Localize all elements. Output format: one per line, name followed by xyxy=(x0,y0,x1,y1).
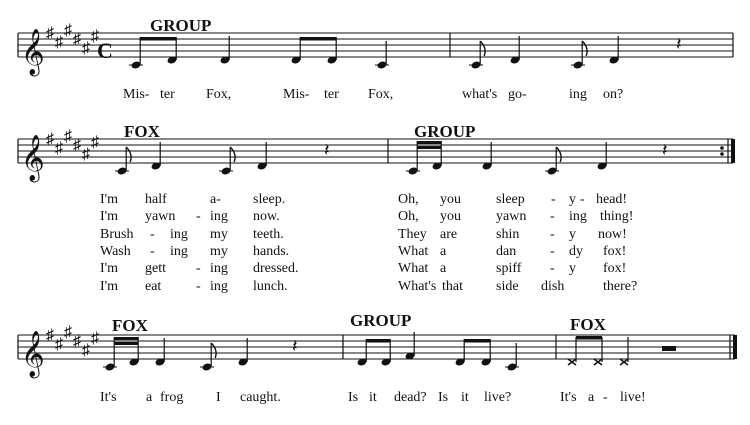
sharp-icon: ♯ xyxy=(91,330,99,347)
half-rest xyxy=(662,346,676,351)
lyric-verse-2: thing! xyxy=(600,209,634,224)
beam xyxy=(300,37,336,41)
quarter-rest-icon: 𝄽 xyxy=(662,140,668,160)
beam xyxy=(366,339,390,343)
lyric-verse-3: y xyxy=(569,227,576,242)
lyric-verse-1: sleep. xyxy=(253,192,286,207)
lyric-line-3: dead? xyxy=(394,390,427,405)
lyric-verse-1: I'm xyxy=(100,192,119,207)
sharp-icon: ♯ xyxy=(46,25,54,42)
lyric-verse-1: half xyxy=(145,192,167,207)
time-signature: C xyxy=(97,38,113,63)
lyric-line-1: Fox, xyxy=(206,87,232,102)
lyric-verse-4: dy xyxy=(569,244,583,259)
sharp-icon: ♯ xyxy=(46,327,54,344)
lyric-line-3: I xyxy=(216,390,221,405)
lyric-verse-3: - xyxy=(550,227,555,242)
lyric-verse-3: ing xyxy=(170,227,188,242)
lyric-verse-5: dressed. xyxy=(253,261,299,276)
lyric-verse-4: hands. xyxy=(253,244,290,259)
lyric-verse-3: - xyxy=(150,227,155,242)
sharp-icon: ♯ xyxy=(82,146,90,163)
lyric-verse-6: that xyxy=(442,279,463,294)
lyric-verse-1: - xyxy=(551,192,556,207)
flag xyxy=(230,147,235,162)
lyric-verse-5: - xyxy=(550,261,555,276)
lyric-verse-5: What xyxy=(398,261,429,276)
repeat-dot xyxy=(720,152,724,156)
role-label-group-3: GROUP xyxy=(350,311,412,330)
sharp-icon: ♯ xyxy=(73,137,81,154)
beam xyxy=(140,37,176,41)
lyric-verse-4: fox! xyxy=(603,244,627,259)
lyric-verse-1: a- xyxy=(210,192,221,207)
sharp-icon: ♯ xyxy=(91,28,99,45)
lyric-line-1: ing xyxy=(569,87,587,102)
sharp-icon: ♯ xyxy=(46,131,54,148)
lyric-line-3: it xyxy=(369,390,377,405)
quarter-rest-icon: 𝄽 xyxy=(292,336,298,356)
lyric-verse-5: a xyxy=(440,261,447,276)
lyric-line-3: live? xyxy=(484,390,512,405)
sharp-icon: ♯ xyxy=(55,140,63,157)
lyric-verse-5: y xyxy=(569,261,576,276)
sharp-icon: ♯ xyxy=(91,134,99,151)
lyric-line-3: frog xyxy=(160,390,184,405)
lyric-verse-3: They xyxy=(398,227,427,242)
role-label-fox-3b: FOX xyxy=(570,315,606,334)
lyric-verse-5: - xyxy=(196,261,201,276)
lyric-verse-5: fox! xyxy=(603,261,627,276)
lyric-verse-4: - xyxy=(550,244,555,259)
lyric-verse-2: - xyxy=(196,209,201,224)
lyric-verse-2: ing xyxy=(569,209,587,224)
lyric-verse-2: Oh, xyxy=(398,209,419,224)
lyric-verse-6: lunch. xyxy=(253,279,288,294)
lyric-verse-1: - xyxy=(580,192,585,207)
lyric-verse-4: ing xyxy=(170,244,188,259)
flag xyxy=(480,41,485,56)
sharp-icon: ♯ xyxy=(73,333,81,350)
lyric-line-3: live! xyxy=(620,390,646,405)
lyric-verse-6: dish xyxy=(541,279,565,294)
lyric-verse-4: - xyxy=(150,244,155,259)
beam xyxy=(417,141,441,144)
lyric-verse-1: sleep xyxy=(496,192,525,207)
role-label-fox-2: FOX xyxy=(124,122,160,141)
lyric-verse-3: Brush xyxy=(100,227,134,242)
lyric-line-1: go- xyxy=(508,87,527,102)
treble-clef-icon: 𝄞 xyxy=(21,135,45,180)
lyric-verse-2: yawn xyxy=(145,209,176,224)
lyric-line-3: Is xyxy=(348,390,359,405)
sharp-icon: ♯ xyxy=(64,22,72,39)
lyric-verse-4: dan xyxy=(496,244,517,259)
lyric-verse-1: Oh, xyxy=(398,192,419,207)
lyric-verse-6: side xyxy=(496,279,519,294)
lyric-verse-5: spiff xyxy=(496,261,522,276)
lyric-verse-3: now! xyxy=(598,227,627,242)
lyric-verse-6: What's xyxy=(398,279,437,294)
lyric-line-1: ter xyxy=(160,87,175,102)
sharp-icon: ♯ xyxy=(55,34,63,51)
lyric-verse-2: yawn xyxy=(496,209,527,224)
lyric-line-3: It's xyxy=(560,390,577,405)
sharp-icon: ♯ xyxy=(64,128,72,145)
flag xyxy=(211,343,216,358)
lyric-verse-2: now. xyxy=(253,209,280,224)
lyric-line-3: - xyxy=(603,390,608,405)
repeat-dot xyxy=(720,146,724,150)
role-label-fox-3: FOX xyxy=(112,316,148,335)
lyric-verse-5: gett xyxy=(145,261,166,276)
sharp-icon: ♯ xyxy=(55,336,63,353)
lyric-verse-2: you xyxy=(440,209,461,224)
sharp-icon: ♯ xyxy=(82,40,90,57)
sharp-icon: ♯ xyxy=(73,31,81,48)
lyric-line-1: Fox, xyxy=(368,87,394,102)
lyric-verse-2: I'm xyxy=(100,209,119,224)
lyric-line-3: caught. xyxy=(240,390,281,405)
lyric-verse-1: y xyxy=(569,192,576,207)
lyric-verse-3: shin xyxy=(496,227,520,242)
quarter-rest-icon: 𝄽 xyxy=(324,140,330,160)
lyric-verse-5: I'm xyxy=(100,261,119,276)
lyric-verse-5: ing xyxy=(210,261,228,276)
quarter-rest-icon: 𝄽 xyxy=(676,34,682,54)
lyrics xyxy=(100,87,646,405)
lyric-verse-2: - xyxy=(550,209,555,224)
lyric-verse-6: - xyxy=(196,279,201,294)
beam xyxy=(417,146,441,149)
lyric-verse-4: a xyxy=(440,244,447,259)
sharp-icon: ♯ xyxy=(64,324,72,341)
lyric-verse-6: ing xyxy=(210,279,228,294)
lyric-verse-3: my xyxy=(210,227,228,242)
lyric-line-3: it xyxy=(461,390,469,405)
lyric-verse-1: you xyxy=(440,192,461,207)
lyric-line-3: a xyxy=(146,390,153,405)
lyric-verse-4: Wash xyxy=(100,244,131,259)
beam xyxy=(464,339,490,343)
lyric-verse-6: there? xyxy=(603,279,638,294)
lyric-line-1: Mis- xyxy=(123,87,150,102)
role-label-group-1: GROUP xyxy=(150,16,212,35)
beam xyxy=(114,342,138,345)
beam xyxy=(576,336,602,340)
lyric-line-3: Is xyxy=(438,390,449,405)
lyric-line-1: ter xyxy=(324,87,339,102)
lyric-verse-4: What xyxy=(398,244,429,259)
lyric-verse-6: I'm xyxy=(100,279,119,294)
lyric-line-1: what's xyxy=(462,87,498,102)
lyric-verse-2: ing xyxy=(210,209,228,224)
lyric-verse-3: teeth. xyxy=(253,227,284,242)
lyric-verse-4: my xyxy=(210,244,228,259)
treble-clef-icon: 𝄞 xyxy=(21,29,45,74)
lyric-verse-3: are xyxy=(440,227,458,242)
flag xyxy=(126,147,131,162)
flag xyxy=(556,147,561,162)
lyric-verse-1: head! xyxy=(596,192,628,207)
lyric-verse-6: eat xyxy=(145,279,162,294)
lyric-line-1: Mis- xyxy=(283,87,310,102)
flag xyxy=(582,41,587,56)
beam xyxy=(114,337,138,340)
role-label-group-2: GROUP xyxy=(414,122,476,141)
final-barline xyxy=(731,139,735,163)
lyric-line-1: on? xyxy=(603,87,624,102)
lyric-line-3: It's xyxy=(100,390,117,405)
sharp-icon: ♯ xyxy=(82,342,90,359)
lyric-line-3: a xyxy=(588,390,595,405)
treble-clef-icon: 𝄞 xyxy=(21,331,45,376)
final-barline xyxy=(733,335,737,359)
